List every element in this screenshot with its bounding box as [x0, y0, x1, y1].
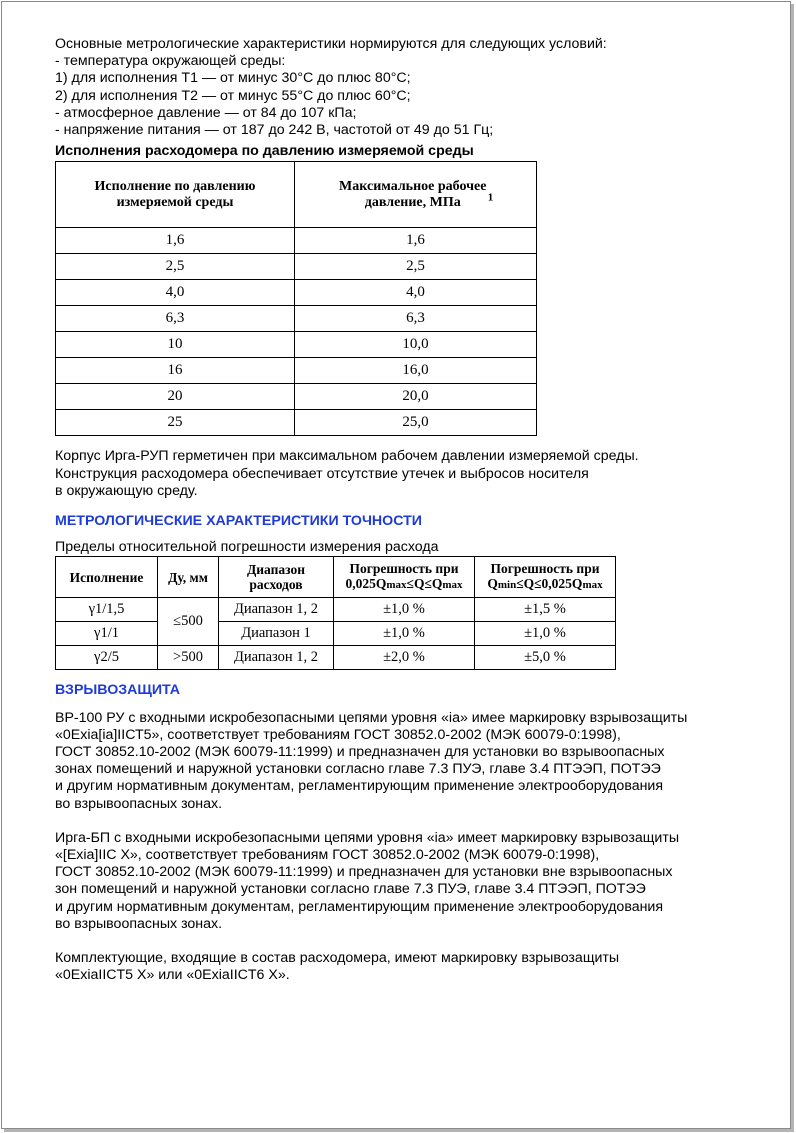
- pressure-max-cell: 16,0: [295, 358, 537, 384]
- accuracy-du-cell: ≤500: [158, 598, 219, 646]
- err1-header-text: Погрешность при 0,025Q: [345, 561, 459, 592]
- explosion-line: и другим нормативным документам, регламентирующим применение электрооборудования: [55, 898, 664, 915]
- pressure-max-cell: 10,0: [295, 332, 537, 358]
- accuracy-variant-cell: γ1/1,5: [56, 598, 158, 622]
- pressure-variant-cell: 4,0: [56, 280, 295, 306]
- explosion-line: «0ExiaIICT5 X» или «0ExiaIICT6 X».: [55, 967, 290, 984]
- explosion-line: зон помещений и наружной установки согласно главе 7.3 ПУЭ, главе 3.4 ПТЭЭП, ПОТЭЭ: [55, 881, 646, 898]
- explosion-line: ГОСТ 30852.10-2002 (МЭК 60079-11:1999) и предназначен для установки вне взрывоопасных: [55, 864, 673, 881]
- table-row: [56, 306, 537, 332]
- table-header-row: [56, 557, 616, 598]
- table-row: [56, 358, 537, 384]
- pressure-variant-cell: 25: [56, 410, 295, 436]
- explosion-line: Ирга-БП с входными искробезопасными цепями уровня «ia» имеет маркировку взрывозащиты: [55, 829, 680, 846]
- table-row: [56, 598, 616, 622]
- pressure-col1-header: [56, 162, 295, 228]
- table-row: [56, 622, 616, 646]
- conditions-block: [55, 36, 755, 139]
- conditions-line: - атмосферное давление — от 84 до 107 кПа;: [55, 104, 357, 121]
- pressure-max-cell: 2,5: [295, 254, 537, 280]
- explosion-paragraph-1: [55, 710, 755, 813]
- accuracy-err1-cell: ±1,0 %: [334, 598, 475, 622]
- accuracy-variant-cell: γ1/1: [56, 622, 158, 646]
- explosion-line: и другим нормативным документам, регламентирующим применение электрооборудования: [55, 778, 664, 795]
- table-row: [56, 280, 537, 306]
- accuracy-err1-cell: ±1,0 %: [334, 622, 475, 646]
- table-header-row: [56, 162, 537, 228]
- conditions-line: 1) для исполнения Т1 — от минус 30°С до плюс 80°С;: [55, 70, 411, 87]
- explosion-line: Комплектующие, входящие в состав расходомера, имеют маркировку взрывозащиты: [55, 950, 620, 967]
- explosion-line: во взрывоопасных зонах.: [55, 915, 223, 932]
- body-line: Корпус Ирга-РУП герметичен при максимальном рабочем давлении измеряемой среды.: [55, 448, 639, 465]
- accuracy-variant-cell: γ2/5: [56, 646, 158, 670]
- accuracy-range-header-text: Диапазон расходов: [246, 562, 306, 593]
- explosion-line: «0Exia[ia]IIСТ5», соответствует требованиям ГОСТ 30852.0-2002 (МЭК 60079-0:1998),: [55, 726, 621, 743]
- paragraph-gap: [55, 933, 755, 950]
- err2-header-text: Погрешность при Q: [487, 561, 600, 592]
- accuracy-variant-header: Исполнение: [56, 557, 158, 598]
- pressure-max-cell: 1,6: [295, 228, 537, 254]
- pressure-variant-cell: 2,5: [56, 254, 295, 280]
- pressure-variant-cell: 16: [56, 358, 295, 384]
- pressure-max-cell: 20,0: [295, 384, 537, 410]
- table-row: [56, 410, 537, 436]
- explosion-line: ВР-100 РУ с входными искробезопасными цепями уровня «ia» имее маркировку взрывозащиты: [55, 709, 688, 726]
- body-line: Конструкция расходомера обеспечивает отсутствие утечек и выбросов носителя: [55, 465, 589, 482]
- pressure-variant-cell: 20: [56, 384, 295, 410]
- footnote-mark: 1: [487, 191, 494, 204]
- paragraph-gap: [55, 813, 755, 830]
- accuracy-table: [55, 556, 616, 670]
- pressure-table-heading: Исполнения расходомера по давлению измеряемой среды: [55, 143, 474, 160]
- accuracy-err1-header: [334, 557, 475, 598]
- pressure-max-cell: 25,0: [295, 410, 537, 436]
- accuracy-err2-cell: ±5,0 %: [475, 646, 616, 670]
- accuracy-err2-cell: ±1,0 %: [475, 622, 616, 646]
- pressure-table: [55, 161, 537, 436]
- pressure-variant-cell: 6,3: [56, 306, 295, 332]
- pressure-col1-header-text: Исполнение по давлению измеряемой среды: [94, 178, 256, 210]
- pressure-variant-cell: 1,6: [56, 228, 295, 254]
- explosion-line: во взрывоопасных зонах.: [55, 795, 223, 812]
- table-row: [56, 646, 616, 670]
- err1-header-sub: max: [442, 579, 463, 592]
- accuracy-err1-cell: ±2,0 %: [334, 646, 475, 670]
- body-paragraph: [55, 448, 755, 500]
- err2-header-mid: ≤Q≤0,025Q: [516, 576, 583, 592]
- err2-header-sub: max: [582, 579, 603, 592]
- document-content: [55, 36, 755, 984]
- accuracy-err2-header: [475, 557, 616, 598]
- explosion-paragraph-2: [55, 830, 755, 933]
- body-line: в окружающую среду.: [55, 482, 198, 499]
- explosion-paragraph-3: [55, 950, 755, 984]
- accuracy-range-cell: Диапазон 1, 2: [219, 598, 334, 622]
- err1-header-mid: ≤Q≤Q: [406, 576, 443, 592]
- err1-header-sub: max: [386, 579, 407, 592]
- accuracy-range-cell: Диапазон 1: [219, 622, 334, 646]
- conditions-line: Основные метрологические характеристики нормируются для следующих условий:: [55, 36, 607, 52]
- accuracy-range-cell: Диапазон 1, 2: [219, 646, 334, 670]
- pressure-variant-cell: 10: [56, 332, 295, 358]
- accuracy-du-header: [158, 557, 219, 598]
- accuracy-range-header: [219, 557, 334, 598]
- table-row: [56, 384, 537, 410]
- explosion-line: зонах помещений и наружной установки согласно главе 7.3 ПУЭ, главе 3.4 ПТЭЭП, ПОТЭЭ: [55, 761, 661, 778]
- accuracy-du-header-text: Ду, мм: [168, 569, 208, 585]
- table-row: [56, 332, 537, 358]
- conditions-line: 2) для исполнения Т2 — от минус 55°С до плюс 60°С;: [55, 87, 411, 104]
- accuracy-du-cell: >500: [158, 646, 219, 670]
- table-row: [56, 254, 537, 280]
- explosion-line: ГОСТ 30852.10-2002 (МЭК 60079-11:1999) и предназначен для установки во взрывоопасных: [55, 744, 665, 761]
- err2-header-sub: min: [497, 579, 517, 592]
- pressure-col2-header-text: Максимальное рабочее давление, МПа: [339, 178, 487, 210]
- pressure-max-cell: 4,0: [295, 280, 537, 306]
- accuracy-err2-cell: ±1,5 %: [475, 598, 616, 622]
- accuracy-table-caption: Пределы относительной погрешности измерения расхода: [55, 539, 439, 556]
- pressure-max-cell: 6,3: [295, 306, 537, 332]
- conditions-line: - напряжение питания — от 187 до 242 В, частотой от 49 до 51 Гц;: [55, 122, 494, 139]
- accuracy-section-title: МЕТРОЛОГИЧЕСКИЕ ХАРАКТЕРИСТИКИ ТОЧНОСТИ: [55, 513, 422, 530]
- pressure-col2-header: [295, 162, 537, 228]
- explosion-line: «[Exia]IIC X», соответствует требованиям ГОСТ 30852.0-2002 (МЭК 60079-0:1998),: [55, 847, 600, 864]
- explosion-section-title: ВЗРЫВОЗАЩИТА: [55, 682, 181, 699]
- table-row: [56, 228, 537, 254]
- conditions-line: - температура окружающей среды:: [55, 53, 286, 70]
